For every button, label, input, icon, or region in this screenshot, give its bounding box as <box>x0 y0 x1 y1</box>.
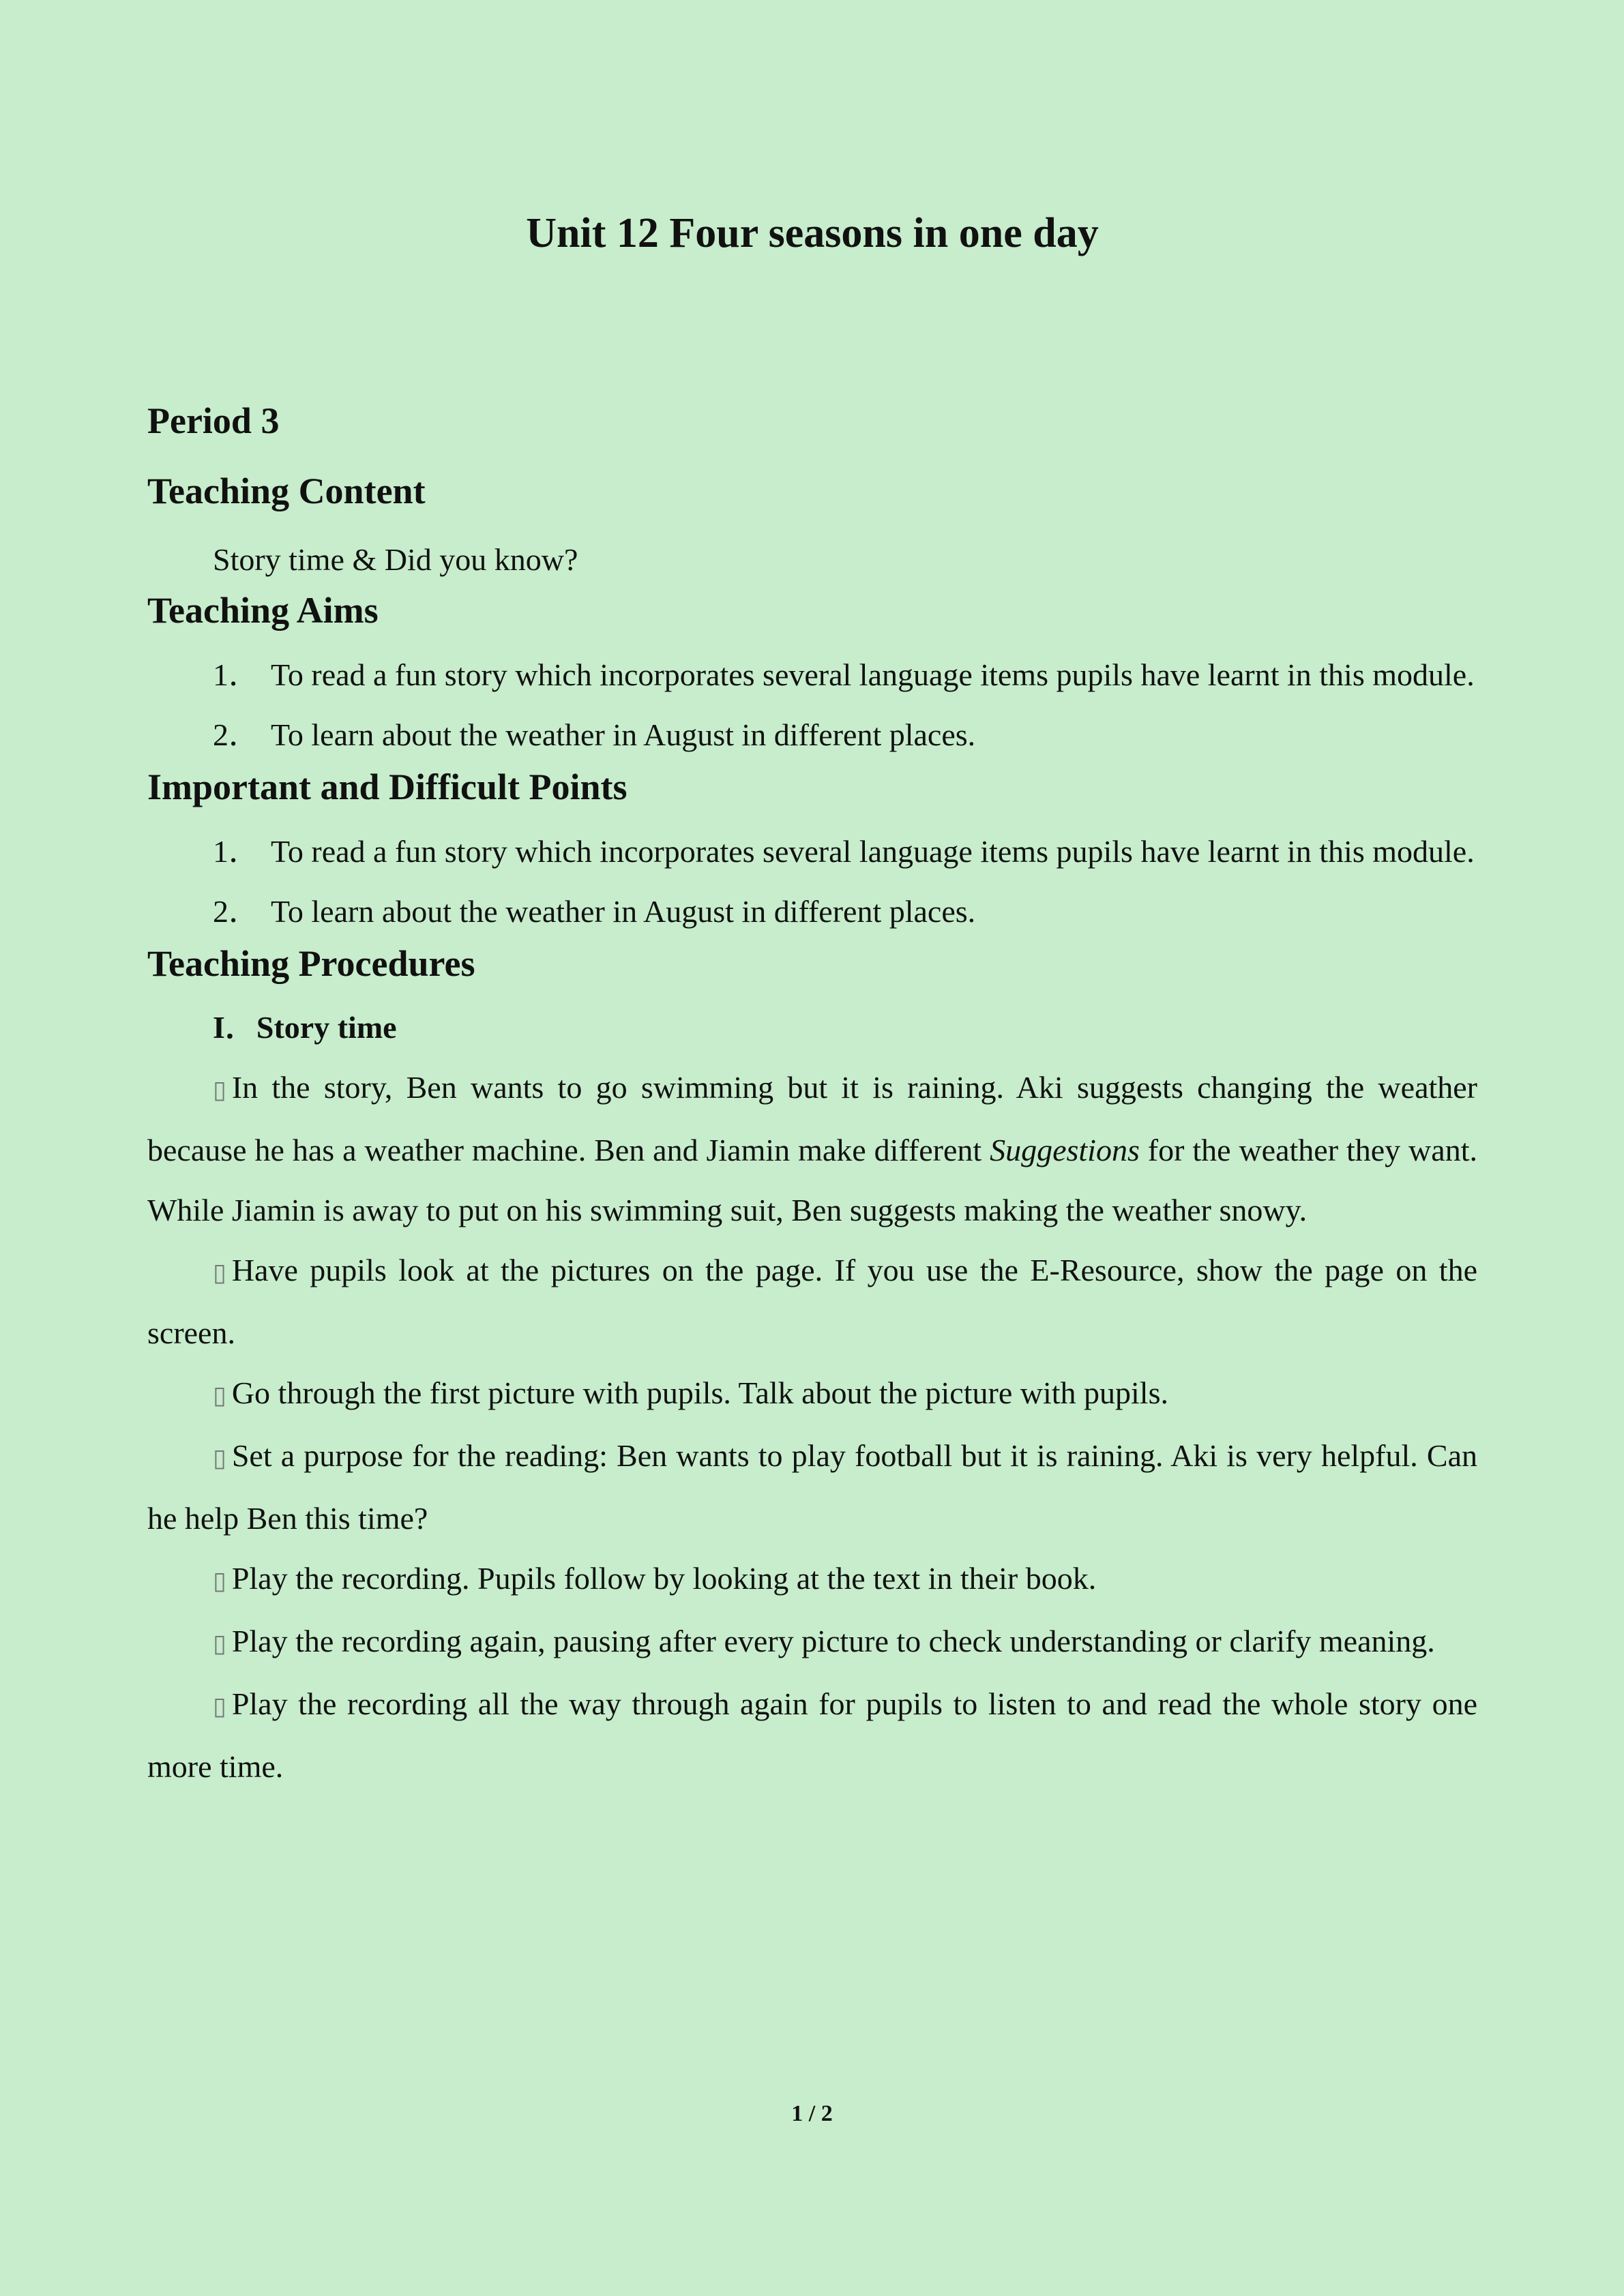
step-text: Play the recording all the way through again for pupils to listen to and read the whole story one more time. <box>147 1686 1477 1785</box>
square-bullet-icon: ▯ <box>213 1630 226 1658</box>
step-text: Play the recording. Pupils follow by looking at the text in their book. <box>231 1561 1097 1596</box>
step-emphasis: Suggestions <box>990 1133 1140 1168</box>
procedure-step <box>147 1611 1477 1674</box>
procedure-step <box>147 1240 1477 1363</box>
list-item-text: To read a fun story which incorporates several language items pupils have learnt in this module. <box>271 657 1475 692</box>
step-text: Have pupils look at the pictures on the page. If you use the E-Resource, show the page on the screen. <box>147 1253 1477 1351</box>
square-bullet-icon: ▯ <box>213 1382 226 1410</box>
list-item <box>147 822 1477 882</box>
list-item-text: To learn about the weather in August in different places. <box>271 717 976 752</box>
story-time-subheading <box>147 998 1477 1058</box>
procedure-step <box>147 1674 1477 1797</box>
important-points-list <box>147 822 1477 942</box>
procedure-step <box>147 1549 1477 1611</box>
section-number: I． <box>213 1010 256 1045</box>
list-item-number: 2． <box>213 717 260 752</box>
list-item-text: To learn about the weather in August in different places. <box>271 893 976 929</box>
square-bullet-icon: ▯ <box>213 1259 226 1287</box>
square-bullet-icon: ▯ <box>213 1444 226 1473</box>
list-item-number: 1． <box>213 833 260 869</box>
square-bullet-icon: ▯ <box>213 1567 226 1596</box>
teaching-content-text: Story time & Did you know? <box>213 541 578 577</box>
teaching-aims-list <box>147 645 1477 765</box>
period-heading: Period 3 <box>147 400 280 442</box>
list-item-number: 2． <box>213 893 260 929</box>
list-item-number: 1． <box>213 657 260 692</box>
teaching-aims-heading: Teaching Aims <box>147 589 379 631</box>
step-text: Play the recording again, pausing after every picture to check understanding or clarify meaning. <box>231 1624 1435 1659</box>
list-item <box>147 705 1477 765</box>
procedure-step <box>147 1426 1477 1549</box>
step-text: Set a purpose for the reading: Ben wants to play football but it is raining. Aki is very helpful. Can he help Ben this time? <box>147 1438 1477 1536</box>
page-number: 1 / 2 <box>791 2101 833 2126</box>
step-text: In the story, Ben wants to go swimming but it is raining. Aki suggests changing the weather because he has a weather machine. Ben and Jiamin make different <box>147 1070 1477 1168</box>
list-item <box>147 882 1477 942</box>
list-item-text: To read a fun story which incorporates several language items pupils have learnt in this module. <box>271 833 1475 869</box>
page-title: Unit 12 Four seasons in one day <box>526 210 1099 256</box>
list-item <box>147 645 1477 705</box>
important-points-heading: Important and Difficult Points <box>147 766 628 807</box>
step-text: Go through the first picture with pupils. Talk about the picture with pupils. <box>231 1375 1168 1411</box>
step-text-continued: for the weather they want. While Jiamin is away to put on his swimming suit, Ben suggests making the weather snowy. <box>147 1133 1477 1228</box>
procedure-steps <box>147 1058 1477 1797</box>
square-bullet-icon: ▯ <box>213 1076 226 1105</box>
procedure-step <box>147 1058 1477 1240</box>
document-content <box>147 208 1477 1797</box>
teaching-procedures-heading: Teaching Procedures <box>147 942 475 984</box>
procedure-step <box>147 1363 1477 1426</box>
square-bullet-icon: ▯ <box>213 1693 226 1721</box>
teaching-content-heading: Teaching Content <box>147 471 426 512</box>
section-title: Story time <box>256 1010 397 1045</box>
